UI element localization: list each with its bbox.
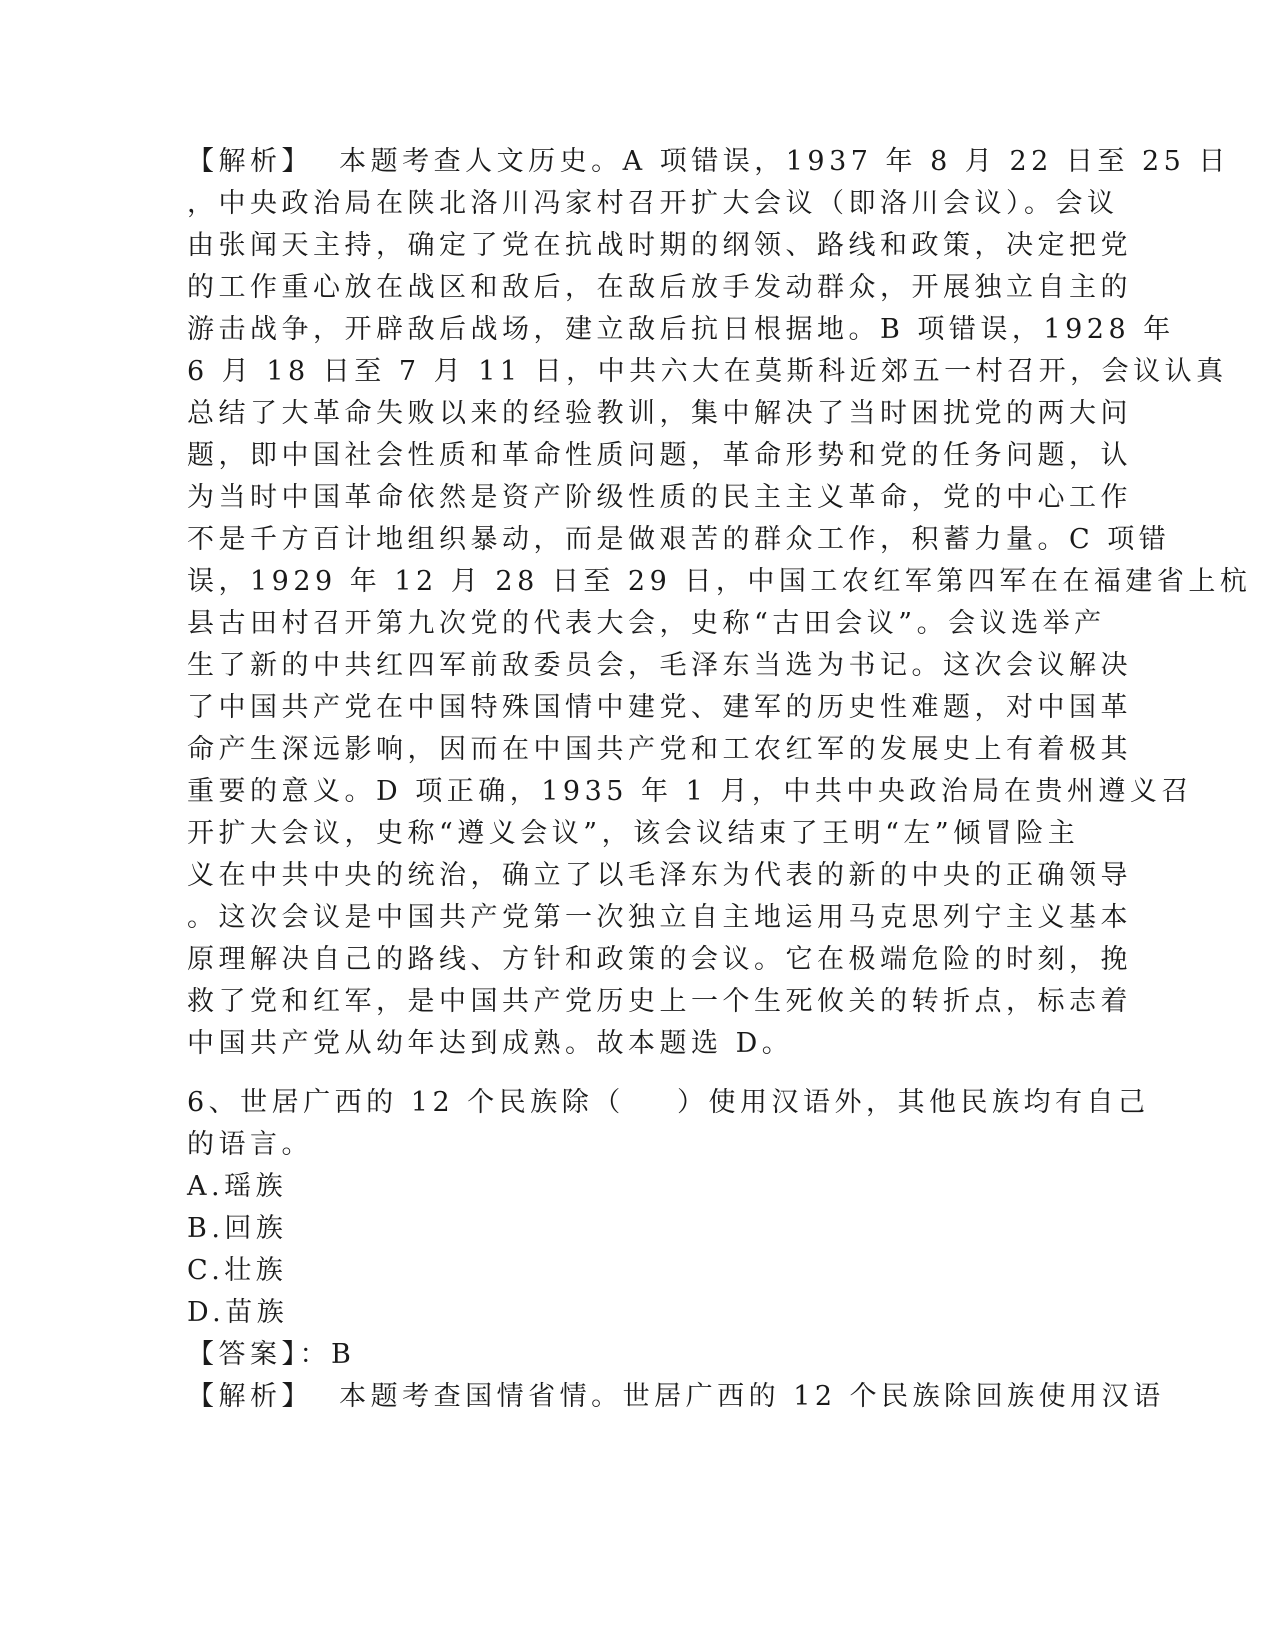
explanation-line: 了中国共产党在中国特殊国情中建党、建军的历史性难题，对中国革 (187, 692, 1132, 723)
explanation-line: 生了新的中共红四军前敌委员会，毛泽东当选为书记。这次会议解决 (187, 650, 1132, 681)
explanation-line: 县古田村召开第九次党的代表大会，史称“古田会议”。会议选举产 (187, 608, 1106, 639)
explanation-line: 6 月 18 日至 7 月 11 日，中共六大在莫斯科近郊五一村召开，会议认真 (187, 356, 1228, 387)
explanation-line: 不是千方百计地组织暴动，而是做艰苦的群众工作，积蓄力量。C 项错 (187, 524, 1171, 555)
explanation-line: 总结了大革命失败以来的经验教训，集中解决了当时困扰党的两大问 (187, 398, 1132, 429)
explanation-line: 为当时中国革命依然是资产阶级性质的民主主义革命，党的中心工作 (187, 482, 1132, 513)
explanation-line: 命产生深远影响，因而在中国共产党和工农红军的发展史上有着极其 (187, 734, 1132, 765)
answer-line: 【答案】：B (187, 1339, 356, 1370)
explanation-line: 义在中共中央的统治，确立了以毛泽东为代表的新的中央的正确领导 (187, 860, 1132, 891)
explanation-line: 【解析】 本题考查国情省情。世居广西的 12 个民族除回族使用汉语 (187, 1381, 1165, 1412)
explanation-line: 游击战争，开辟敌后战场，建立敌后抗日根据地。B 项错误，1928 年 (187, 314, 1175, 345)
explanation-line: 救了党和红军，是中国共产党历史上一个生死攸关的转折点，标志着 (187, 986, 1132, 1017)
explanation-line: 开扩大会议，史称“遵义会议”，该会议结束了王明“左”倾冒险主 (187, 818, 1080, 849)
question-stem-line: 6、世居广西的 12 个民族除（ ）使用汉语外，其他民族均有自己 (187, 1087, 1150, 1118)
explanation-line: 题，即中国社会性质和革命性质问题，革命形势和党的任务问题，认 (187, 440, 1132, 471)
option-b: B.回族 (187, 1213, 288, 1244)
explanation-line: 【解析】 本题考查人文历史。A 项错误，1937 年 8 月 22 日至 25 日 (187, 146, 1230, 177)
explanation-line: 重要的意义。D 项正确，1935 年 1 月，中共中央政治局在贵州遵义召 (187, 776, 1193, 807)
explanation-line: 中国共产党从幼年达到成熟。故本题选 D。 (187, 1028, 794, 1059)
explanation-line: 。这次会议是中国共产党第一次独立自主地运用马克思列宁主义基本 (187, 902, 1132, 933)
explanation-line: 误，1929 年 12 月 28 日至 29 日，中国工农红军第四军在在福建省上杭 (187, 566, 1252, 597)
explanation-line: 原理解决自己的路线、方针和政策的会议。它在极端危险的时刻，挽 (187, 944, 1132, 975)
question-stem-line: 的语言。 (187, 1129, 313, 1160)
option-c: C.壮族 (187, 1255, 288, 1286)
option-a: A.瑶族 (187, 1171, 288, 1202)
explanation-line: ，中央政治局在陕北洛川冯家村召开扩大会议（即洛川会议）。会议 (187, 188, 1119, 219)
explanation-line: 由张闻天主持，确定了党在抗战时期的纲领、路线和政策，决定把党 (187, 230, 1132, 261)
option-d: D.苗族 (187, 1297, 289, 1328)
explanation-line: 的工作重心放在战区和敌后，在敌后放手发动群众，开展独立自主的 (187, 272, 1132, 303)
